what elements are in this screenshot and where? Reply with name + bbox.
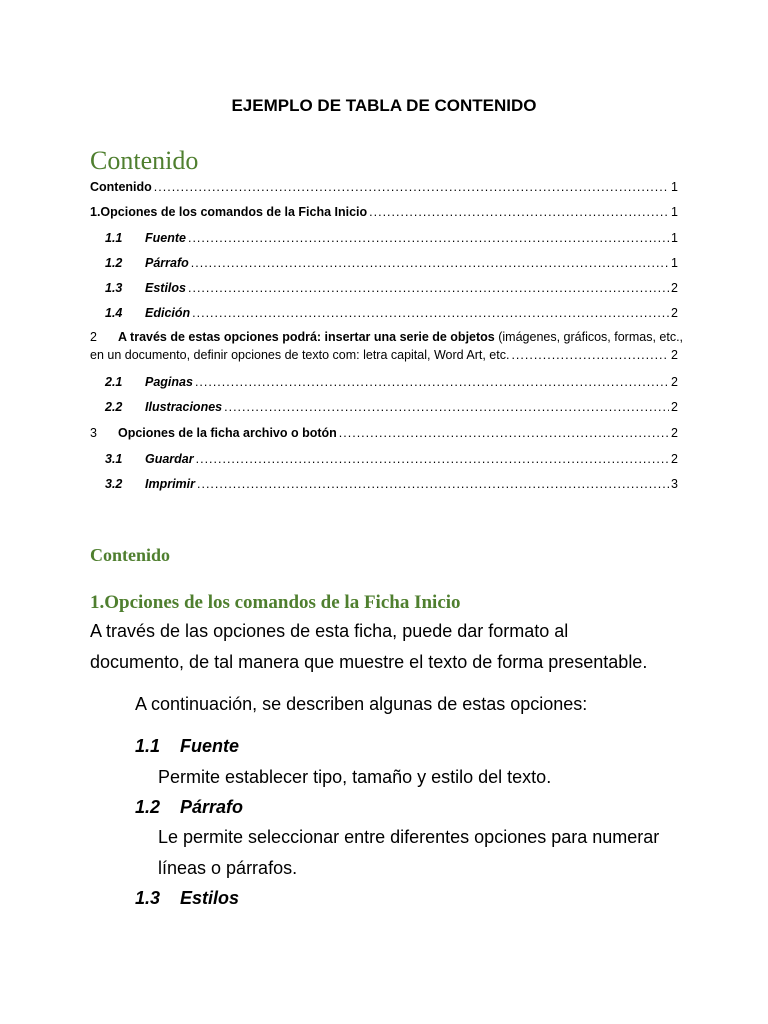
toc-page-number: 1: [671, 205, 678, 219]
subsection-1-2-heading: [135, 797, 243, 818]
toc-page-number: 2: [671, 426, 678, 440]
toc-entry-number: 2.1: [105, 375, 123, 389]
subsection-1-3-heading: [135, 888, 239, 909]
toc-leader: [197, 477, 669, 491]
document-title: EJEMPLO DE TABLA DE CONTENIDO: [231, 96, 537, 115]
toc-leader: [192, 306, 669, 320]
subsection-number: 1.1: [135, 736, 161, 756]
toc-entry-number: 2: [90, 330, 97, 344]
toc-leader: [188, 231, 669, 245]
subsection-title: Fuente: [180, 736, 240, 756]
subsection-title: Párrafo: [180, 797, 244, 817]
toc-entry-number: 2.2: [105, 400, 123, 414]
toc-entry-text: Estilos: [145, 281, 186, 295]
toc-entry-text: Fuente: [145, 231, 186, 245]
subsection-1-1-heading: [135, 736, 239, 757]
toc-entry-text-rest: (imágenes, gráficos, formas, etc.,: [498, 330, 684, 344]
toc-entry-text: Edición: [145, 306, 191, 320]
toc-page-number: 1: [671, 256, 678, 270]
toc-leader: [196, 452, 669, 466]
section-1-heading: 1.Opciones de los comandos de la Ficha Inicio: [90, 592, 461, 613]
toc-entry-line-1: [90, 330, 684, 344]
toc-leader: [191, 256, 669, 270]
toc-leader: [224, 400, 669, 414]
toc-entry-number: 1.3: [105, 281, 123, 295]
toc-entry-ilustraciones[interactable]: [105, 400, 678, 414]
toc-page-number: 2: [671, 375, 678, 389]
toc-entry-number: 3.1: [105, 452, 123, 466]
toc-leader: [195, 375, 669, 389]
section-1-intro: A continuación, se describen algunas de estas opciones:: [135, 694, 588, 714]
toc-entry-text: Contenido: [90, 180, 152, 194]
paragraph-line: A través de las opciones de esta ficha, puede dar formato al: [90, 621, 569, 641]
toc-page-number: 2: [671, 281, 678, 295]
toc-entry-fuente[interactable]: [105, 231, 678, 245]
toc-page-number: 2: [671, 400, 678, 414]
toc-page-number: 1: [671, 180, 678, 194]
subsection-1-1-text: Permite establecer tipo, tamaño y estilo del texto.: [158, 767, 552, 787]
toc-entry-text: Guardar: [145, 452, 194, 466]
toc-page-number: 2: [671, 348, 678, 362]
toc-leader: [154, 180, 669, 194]
toc-entry-line-2: [90, 348, 678, 362]
toc-leader: [188, 281, 669, 295]
toc-entry-number: 3: [90, 426, 97, 440]
paragraph-line: Le permite seleccionar entre diferentes opciones para numerar: [158, 827, 660, 847]
toc-entry-number: 3.2: [105, 477, 123, 491]
subsection-number: 1.3: [135, 888, 161, 908]
toc-entry-imprimir[interactable]: [105, 477, 678, 491]
toc-page-number: 1: [671, 231, 678, 245]
toc-entry-parrafo[interactable]: [105, 256, 678, 270]
subsection-title: Estilos: [180, 888, 240, 908]
toc-entry-contenido[interactable]: [90, 180, 678, 194]
toc-entry-text: Imprimir: [145, 477, 196, 491]
toc-entry-text: Opciones de la ficha archivo o botón: [118, 426, 337, 440]
toc-page-number: 2: [671, 452, 678, 466]
toc-entry-edicion[interactable]: [105, 306, 678, 320]
toc-entry-number: 1.4: [105, 306, 123, 320]
toc-entry-number: 1.1: [105, 231, 123, 245]
toc-entry-insertar-objetos[interactable]: [90, 330, 684, 362]
toc-entry-number: 1.2: [105, 256, 123, 270]
toc-entry-text: 1.Opciones de los comandos de la Ficha Inicio: [90, 205, 368, 219]
toc-page-number: 2: [671, 306, 678, 320]
subsection-1-2-text: [158, 822, 659, 884]
toc-entry-paginas[interactable]: [105, 375, 678, 389]
toc-entry-guardar[interactable]: [105, 452, 678, 466]
toc-entry-text: Ilustraciones: [145, 400, 223, 414]
toc-leader: [511, 348, 669, 362]
paragraph-line: documento, de tal manera que muestre el texto de forma presentable.: [90, 652, 648, 672]
toc-entry-text-bold: A través de estas opciones podrá: insertar una serie de objetos: [118, 330, 495, 344]
toc-entry-ficha-archivo[interactable]: [90, 426, 678, 440]
toc-entry-text: Paginas: [145, 375, 193, 389]
toc-entry-estilos[interactable]: [105, 281, 678, 295]
toc-leader: [369, 205, 669, 219]
contenido-heading: Contenido: [90, 545, 171, 565]
toc-entry-opciones-ficha-inicio[interactable]: [90, 205, 678, 219]
subsection-number: 1.2: [135, 797, 161, 817]
toc-page-number: 3: [671, 477, 678, 491]
toc-entry-text: Párrafo: [145, 256, 189, 270]
paragraph-line: líneas o párrafos.: [158, 858, 298, 878]
section-1-paragraph: [90, 616, 647, 678]
toc-heading: Contenido: [90, 146, 199, 175]
toc-entry-text-line2: en un documento, definir opciones de texto com: letra capital, Word Art, etc.: [90, 348, 510, 362]
toc-leader: [339, 426, 669, 440]
